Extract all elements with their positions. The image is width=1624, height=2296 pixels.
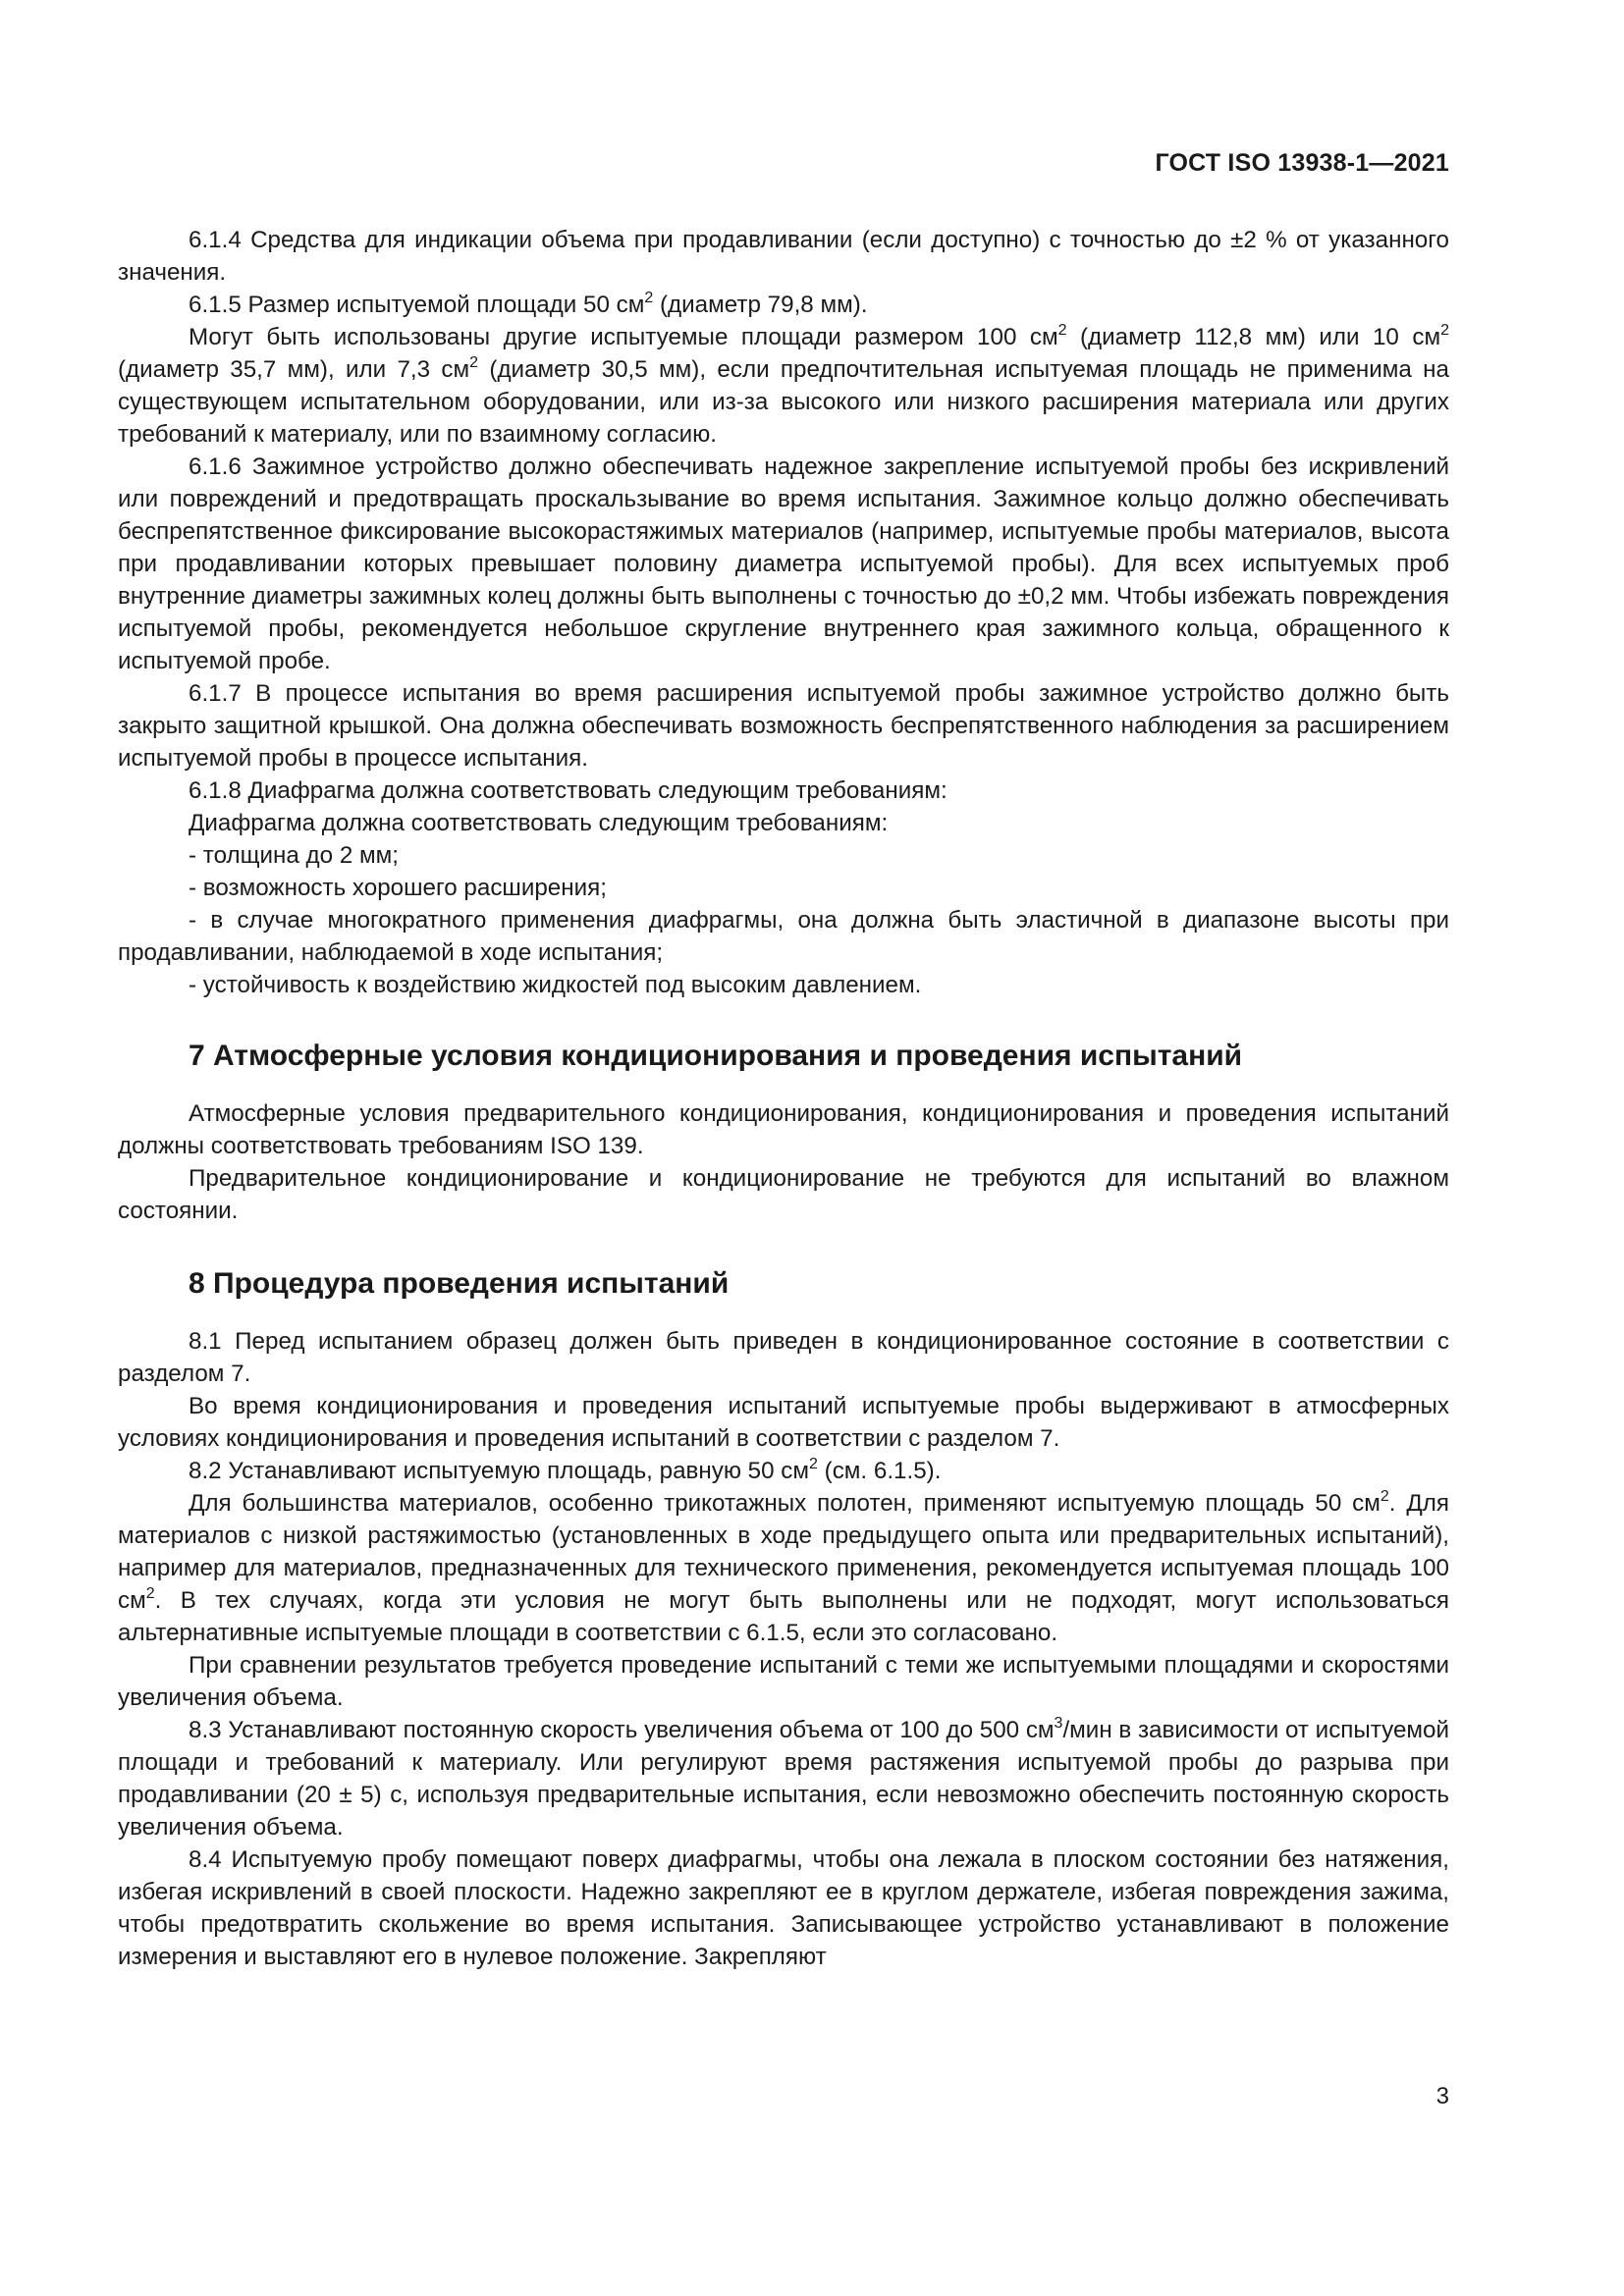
section-8-paragraph: При сравнении результатов требуется проведение испытаний с теми же испытуемыми площадями и скоростями увеличения объема. bbox=[118, 1652, 1449, 1711]
document-page bbox=[118, 0, 1449, 2296]
section-7-paragraph: Предварительное кондиционирование и кондиционирование не требуются для испытаний во влажном состоянии. bbox=[118, 1165, 1449, 1224]
paragraph-6-1-5: 6.1.5 Размер испытуемой площади 50 $см^2$ (диаметр 79,8 мм). bbox=[189, 290, 868, 318]
paragraph-8-1: 8.1 Перед испытанием образец должен быть приведен в кондиционированное состояние в соответствии с разделом 7. bbox=[118, 1328, 1449, 1387]
section-7-paragraph: Атмосферные условия предварительного кондиционирования, кондиционирования и проведения испытаний должны соответствовать требованиям ISO 139. bbox=[118, 1100, 1449, 1159]
list-item: - возможность хорошего расширения; bbox=[189, 875, 607, 901]
paragraph-other-areas: Могут быть использованы другие испытуемые площади размером 100 $см^2$ (диаметр 112,8 мм) или 10 $см^2$ (диаметр 35,7 мм), или 7,3 $см^2$ (диаметр 30,5 мм), если предпочтительная испытуемая площадь не применима на существующем испытательном оборудовании, или из-за высокого или низкого расширения материала или других требований к материалу, или по взаимному согласию. bbox=[118, 322, 1449, 448]
page-number: 3 bbox=[1435, 2083, 1449, 2109]
paragraph-8-2: 8.2 Устанавливают испытуемую площадь, равную 50 $см^2$ (см. 6.1.5). bbox=[189, 1456, 942, 1484]
document-code-header: ГОСТ ISO 13938-1—2021 bbox=[1155, 149, 1449, 177]
paragraph-6-1-4: 6.1.4 Средства для индикации объема при продавливании (если доступно) с точностью до ±2 % от указанного значения. bbox=[118, 227, 1449, 286]
paragraph-diaphragm-requirements: Диафрагма должна соответствовать следующим требованиям: bbox=[189, 810, 889, 836]
paragraph-6-1-6: 6.1.6 Зажимное устройство должно обеспечивать надежное закрепление испытуемой пробы без искривлений или повреждений и предотвращать проскальзывание во время испытания. Зажимное кольцо должно обеспечивать беспрепятственное фиксирование высокорастяжимых материалов (например, испытуемые пробы материалов, высота при продавливании которых превышает половину диаметра испытуемой пробы). Для всех испытуемых проб внутренние диаметры зажимных колец должны быть выполнены с точностью до ±0,2 мм. Чтобы избежать повреждения испытуемой пробы, рекомендуется небольшое скругление внутреннего края зажимного кольца, обращенного к испытуемой пробе. bbox=[118, 454, 1449, 674]
section-8-paragraph: Во время кондиционирования и проведения испытаний испытуемые пробы выдерживают в атмосферных условиях кондиционирования и проведения испытаний в соответствии с разделом 7. bbox=[118, 1393, 1449, 1452]
list-item: - устойчивость к воздействию жидкостей под высоким давлением. bbox=[189, 972, 922, 998]
paragraph-6-1-7: 6.1.7 В процессе испытания во время расширения испытуемой пробы зажимное устройство должно быть закрыто защитной крышкой. Она должна обеспечивать возможность беспрепятственного наблюдения за расширением испытуемой пробы в процессе испытания. bbox=[118, 680, 1449, 772]
section-7-heading: 7 Атмосферные условия кондиционирования и проведения испытаний bbox=[189, 1040, 1243, 1072]
list-item: - в случае многократного применения диафрагмы, она должна быть эластичной в диапазоне высоты при продавливании, наблюдаемой в ходе испытания; bbox=[118, 907, 1449, 966]
document-body bbox=[118, 224, 1449, 1973]
paragraph-6-1-8: 6.1.8 Диафрагма должна соответствовать следующим требованиям: bbox=[189, 777, 947, 804]
paragraph-8-3: 8.3 Устанавливают постоянную скорость увеличения объема от 100 до 500 $см^3$/мин в зависимости от испытуемой площади и требований к материалу. Или регулируют время растяжения испытуемой пробы до разрыва при продавливании (20 ± 5) с, используя предварительные испытания, если невозможно обеспечить постоянную скорость увеличения объема. bbox=[118, 1715, 1449, 1841]
paragraph-8-4: 8.4 Испытуемую пробу помещают поверх диафрагмы, чтобы она лежала в плоском состоянии без натяжения, избегая искривлений в своей плоскости. Надежно закрепляют ее в круглом держателе, избегая повреждения зажима, чтобы предотвратить скольжение во время испытания. Записывающее устройство устанавливают в положение измерения и выставляют его в нулевое положение. Закрепляют bbox=[118, 1846, 1449, 1970]
list-item: - толщина до 2 мм; bbox=[189, 842, 399, 869]
section-8-heading: 8 Процедура проведения испытаний bbox=[189, 1267, 730, 1300]
section-8-paragraph: Для большинства материалов, особенно трикотажных полотен, применяют испытуемую площадь 50 $см^2$. Для материалов с низкой растяжимостью (установленных в ходе предыдущего опыта или предварительных испытаний), например для материалов, предназначенных для технического применения, рекомендуется испытуемая площадь 100 $см^2$. В тех случаях, когда эти условия не могут быть выполнены или не подходят, могут использоваться альтернативные испытуемые площади в соответствии с 6.1.5, если это согласовано. bbox=[118, 1488, 1449, 1646]
